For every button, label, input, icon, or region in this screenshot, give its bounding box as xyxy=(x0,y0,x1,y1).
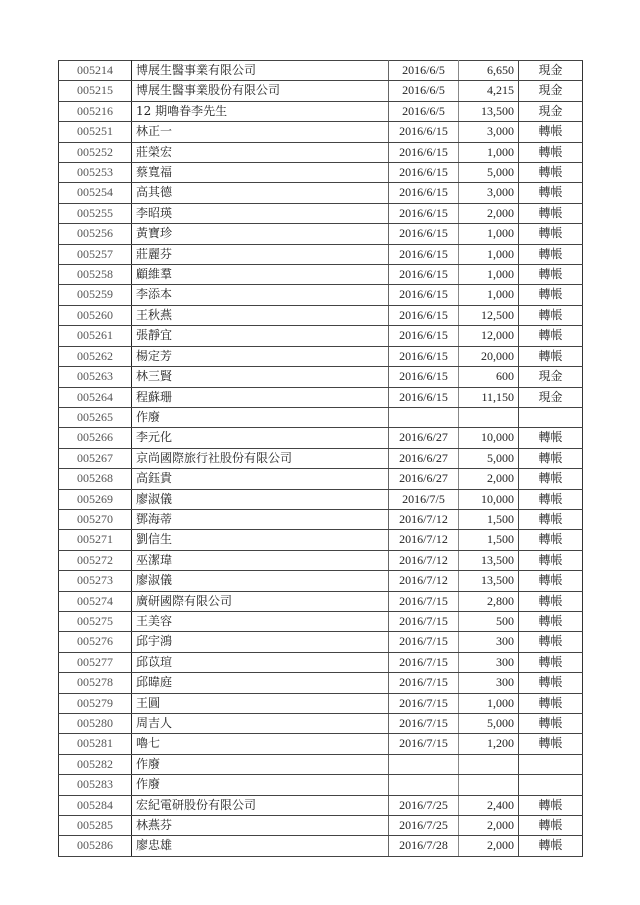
amount-cell: 500 xyxy=(459,611,519,631)
receipt-number-cell: 005263 xyxy=(59,367,132,387)
payer-name-cell: 巫潔瑋 xyxy=(132,550,389,570)
payment-method-cell: 轉帳 xyxy=(519,469,583,489)
payment-method-cell: 轉帳 xyxy=(519,305,583,325)
table-row xyxy=(59,795,583,815)
payer-name-cell: 林燕芬 xyxy=(132,816,389,836)
table-row xyxy=(59,285,583,305)
payer-name-cell: 黃寶珍 xyxy=(132,224,389,244)
receipt-number-cell: 005266 xyxy=(59,428,132,448)
amount-cell: 2,000 xyxy=(459,836,519,856)
table-row xyxy=(59,305,583,325)
payer-name-cell: 劉信生 xyxy=(132,530,389,550)
payment-method-cell: 轉帳 xyxy=(519,611,583,631)
payer-name-cell: 宏紀電研股份有限公司 xyxy=(132,795,389,815)
receipt-number-cell: 005286 xyxy=(59,836,132,856)
date-cell: 2016/6/15 xyxy=(389,183,459,203)
date-cell: 2016/6/15 xyxy=(389,244,459,264)
payer-name-cell: 張靜宜 xyxy=(132,326,389,346)
table-row xyxy=(59,428,583,448)
payer-name-cell: 李元化 xyxy=(132,428,389,448)
amount-cell xyxy=(459,407,519,427)
amount-cell: 300 xyxy=(459,673,519,693)
receipt-ledger-table xyxy=(58,60,583,857)
amount-cell: 300 xyxy=(459,632,519,652)
receipt-number-cell: 005273 xyxy=(59,571,132,591)
amount-cell: 5,000 xyxy=(459,163,519,183)
date-cell: 2016/6/27 xyxy=(389,428,459,448)
payment-method-cell xyxy=(519,407,583,427)
amount-cell: 1,500 xyxy=(459,509,519,529)
receipt-number-cell: 005278 xyxy=(59,673,132,693)
payment-method-cell: 轉帳 xyxy=(519,203,583,223)
table-row xyxy=(59,816,583,836)
payer-name-cell: 作廢 xyxy=(132,775,389,795)
amount-cell: 1,000 xyxy=(459,285,519,305)
table-row xyxy=(59,489,583,509)
receipt-number-cell: 005259 xyxy=(59,285,132,305)
date-cell: 2016/7/12 xyxy=(389,530,459,550)
table-row xyxy=(59,244,583,264)
payer-name-cell: 廖忠雄 xyxy=(132,836,389,856)
date-cell: 2016/7/12 xyxy=(389,509,459,529)
payer-name-cell: 京尚國際旅行社股份有限公司 xyxy=(132,448,389,468)
table-row xyxy=(59,632,583,652)
date-cell: 2016/7/15 xyxy=(389,714,459,734)
table-row xyxy=(59,265,583,285)
amount-cell: 2,800 xyxy=(459,591,519,611)
date-cell: 2016/7/12 xyxy=(389,550,459,570)
table-row xyxy=(59,550,583,570)
table-row xyxy=(59,693,583,713)
payer-name-cell: 李昭瑛 xyxy=(132,203,389,223)
receipt-number-cell: 005261 xyxy=(59,326,132,346)
payer-name-cell: 作廢 xyxy=(132,407,389,427)
amount-cell: 13,500 xyxy=(459,550,519,570)
receipt-number-cell: 005257 xyxy=(59,244,132,264)
date-cell: 2016/6/15 xyxy=(389,122,459,142)
date-cell: 2016/7/15 xyxy=(389,611,459,631)
receipt-number-cell: 005258 xyxy=(59,265,132,285)
payment-method-cell: 轉帳 xyxy=(519,816,583,836)
receipt-number-cell: 005268 xyxy=(59,469,132,489)
amount-cell: 2,000 xyxy=(459,203,519,223)
payment-method-cell: 轉帳 xyxy=(519,326,583,346)
payer-name-cell: 顧維羣 xyxy=(132,265,389,285)
date-cell: 2016/6/15 xyxy=(389,326,459,346)
date-cell xyxy=(389,407,459,427)
amount-cell xyxy=(459,754,519,774)
payer-name-cell: 莊榮宏 xyxy=(132,142,389,162)
table-row xyxy=(59,611,583,631)
date-cell: 2016/6/15 xyxy=(389,285,459,305)
date-cell: 2016/6/15 xyxy=(389,142,459,162)
payer-name-cell: 廖淑儀 xyxy=(132,489,389,509)
payment-method-cell: 現金 xyxy=(519,101,583,121)
table-row xyxy=(59,407,583,427)
date-cell: 2016/6/15 xyxy=(389,367,459,387)
table-row xyxy=(59,591,583,611)
table-row xyxy=(59,652,583,672)
payment-method-cell: 轉帳 xyxy=(519,734,583,754)
payment-method-cell: 轉帳 xyxy=(519,591,583,611)
receipt-number-cell: 005285 xyxy=(59,816,132,836)
payer-name-cell: 廖淑儀 xyxy=(132,571,389,591)
date-cell: 2016/7/25 xyxy=(389,795,459,815)
receipt-number-cell: 005279 xyxy=(59,693,132,713)
payer-name-cell: 作廢 xyxy=(132,754,389,774)
payment-method-cell: 轉帳 xyxy=(519,632,583,652)
table-row xyxy=(59,326,583,346)
payer-name-cell: 高其德 xyxy=(132,183,389,203)
amount-cell: 2,400 xyxy=(459,795,519,815)
payment-method-cell xyxy=(519,775,583,795)
payer-name-cell: 王圓 xyxy=(132,693,389,713)
table-row xyxy=(59,142,583,162)
date-cell: 2016/7/15 xyxy=(389,632,459,652)
payment-method-cell: 轉帳 xyxy=(519,836,583,856)
date-cell: 2016/7/15 xyxy=(389,591,459,611)
payment-method-cell: 轉帳 xyxy=(519,142,583,162)
receipt-number-cell: 005253 xyxy=(59,163,132,183)
table-row xyxy=(59,61,583,81)
date-cell: 2016/6/5 xyxy=(389,61,459,81)
payer-name-cell: 楊定芳 xyxy=(132,346,389,366)
receipt-number-cell: 005274 xyxy=(59,591,132,611)
date-cell: 2016/6/27 xyxy=(389,448,459,468)
receipt-number-cell: 005272 xyxy=(59,550,132,570)
payment-method-cell: 現金 xyxy=(519,61,583,81)
payer-name-cell: 博展生醫事業股份有限公司 xyxy=(132,81,389,101)
date-cell: 2016/7/15 xyxy=(389,734,459,754)
payment-method-cell: 轉帳 xyxy=(519,224,583,244)
amount-cell: 1,000 xyxy=(459,142,519,162)
payment-method-cell: 轉帳 xyxy=(519,448,583,468)
payer-name-cell: 12 期嚕眷李先生 xyxy=(132,101,389,121)
payer-name-cell: 嚕七 xyxy=(132,734,389,754)
receipt-number-cell: 005252 xyxy=(59,142,132,162)
table-row xyxy=(59,101,583,121)
amount-cell: 1,000 xyxy=(459,265,519,285)
receipt-number-cell: 005255 xyxy=(59,203,132,223)
date-cell: 2016/6/15 xyxy=(389,305,459,325)
payer-name-cell: 鄧海蒂 xyxy=(132,509,389,529)
table-row xyxy=(59,203,583,223)
amount-cell: 1,200 xyxy=(459,734,519,754)
payment-method-cell: 轉帳 xyxy=(519,795,583,815)
payer-name-cell: 莊麗芬 xyxy=(132,244,389,264)
table-row xyxy=(59,122,583,142)
amount-cell: 11,150 xyxy=(459,387,519,407)
date-cell xyxy=(389,754,459,774)
table-row xyxy=(59,509,583,529)
receipt-number-cell: 005276 xyxy=(59,632,132,652)
amount-cell: 10,000 xyxy=(459,489,519,509)
payment-method-cell: 轉帳 xyxy=(519,530,583,550)
date-cell: 2016/7/25 xyxy=(389,816,459,836)
amount-cell: 1,000 xyxy=(459,224,519,244)
receipt-number-cell: 005270 xyxy=(59,509,132,529)
table-row xyxy=(59,836,583,856)
amount-cell: 600 xyxy=(459,367,519,387)
receipt-number-cell: 005269 xyxy=(59,489,132,509)
date-cell: 2016/7/28 xyxy=(389,836,459,856)
amount-cell: 12,500 xyxy=(459,305,519,325)
date-cell xyxy=(389,775,459,795)
amount-cell: 5,000 xyxy=(459,448,519,468)
payer-name-cell: 邱苡瑄 xyxy=(132,652,389,672)
receipt-number-cell: 005262 xyxy=(59,346,132,366)
amount-cell: 3,000 xyxy=(459,183,519,203)
amount-cell: 12,000 xyxy=(459,326,519,346)
payment-method-cell: 轉帳 xyxy=(519,163,583,183)
payer-name-cell: 邱暐庭 xyxy=(132,673,389,693)
table-row xyxy=(59,183,583,203)
table-row xyxy=(59,673,583,693)
receipt-number-cell: 005216 xyxy=(59,101,132,121)
payment-method-cell: 轉帳 xyxy=(519,673,583,693)
payment-method-cell: 現金 xyxy=(519,387,583,407)
payment-method-cell: 現金 xyxy=(519,81,583,101)
receipt-number-cell: 005282 xyxy=(59,754,132,774)
receipt-number-cell: 005256 xyxy=(59,224,132,244)
table-row xyxy=(59,387,583,407)
receipt-number-cell: 005265 xyxy=(59,407,132,427)
payer-name-cell: 王美容 xyxy=(132,611,389,631)
table-row xyxy=(59,734,583,754)
payer-name-cell: 博展生醫事業有限公司 xyxy=(132,61,389,81)
amount-cell: 13,500 xyxy=(459,571,519,591)
date-cell: 2016/7/12 xyxy=(389,571,459,591)
payment-method-cell: 轉帳 xyxy=(519,183,583,203)
amount-cell: 13,500 xyxy=(459,101,519,121)
payment-method-cell: 轉帳 xyxy=(519,509,583,529)
payer-name-cell: 林三賢 xyxy=(132,367,389,387)
payment-method-cell: 轉帳 xyxy=(519,571,583,591)
payer-name-cell: 高鈺貴 xyxy=(132,469,389,489)
ledger-body xyxy=(59,61,583,857)
date-cell: 2016/7/15 xyxy=(389,652,459,672)
amount-cell: 4,215 xyxy=(459,81,519,101)
payment-method-cell: 轉帳 xyxy=(519,346,583,366)
amount-cell: 2,000 xyxy=(459,469,519,489)
date-cell: 2016/6/15 xyxy=(389,224,459,244)
receipt-number-cell: 005280 xyxy=(59,714,132,734)
payment-method-cell: 轉帳 xyxy=(519,714,583,734)
date-cell: 2016/6/15 xyxy=(389,387,459,407)
receipt-number-cell: 005271 xyxy=(59,530,132,550)
table-row xyxy=(59,163,583,183)
table-row xyxy=(59,224,583,244)
amount-cell: 1,000 xyxy=(459,244,519,264)
payer-name-cell: 林正一 xyxy=(132,122,389,142)
table-row xyxy=(59,448,583,468)
payment-method-cell: 轉帳 xyxy=(519,285,583,305)
receipt-number-cell: 005254 xyxy=(59,183,132,203)
date-cell: 2016/6/27 xyxy=(389,469,459,489)
payment-method-cell: 轉帳 xyxy=(519,550,583,570)
amount-cell: 20,000 xyxy=(459,346,519,366)
amount-cell: 2,000 xyxy=(459,816,519,836)
date-cell: 2016/6/5 xyxy=(389,101,459,121)
receipt-number-cell: 005281 xyxy=(59,734,132,754)
amount-cell xyxy=(459,775,519,795)
receipt-number-cell: 005215 xyxy=(59,81,132,101)
payment-method-cell: 轉帳 xyxy=(519,122,583,142)
receipt-number-cell: 005277 xyxy=(59,652,132,672)
payment-method-cell: 現金 xyxy=(519,367,583,387)
payer-name-cell: 李添本 xyxy=(132,285,389,305)
payment-method-cell: 轉帳 xyxy=(519,428,583,448)
table-row xyxy=(59,714,583,734)
payer-name-cell: 廣研國際有限公司 xyxy=(132,591,389,611)
date-cell: 2016/6/5 xyxy=(389,81,459,101)
receipt-number-cell: 005284 xyxy=(59,795,132,815)
payer-name-cell: 周吉人 xyxy=(132,714,389,734)
receipt-number-cell: 005267 xyxy=(59,448,132,468)
payer-name-cell: 蔡寬福 xyxy=(132,163,389,183)
date-cell: 2016/7/15 xyxy=(389,693,459,713)
date-cell: 2016/6/15 xyxy=(389,346,459,366)
date-cell: 2016/7/5 xyxy=(389,489,459,509)
receipt-number-cell: 005260 xyxy=(59,305,132,325)
receipt-number-cell: 005214 xyxy=(59,61,132,81)
payment-method-cell: 轉帳 xyxy=(519,693,583,713)
payer-name-cell: 邱宇鴻 xyxy=(132,632,389,652)
receipt-number-cell: 005275 xyxy=(59,611,132,631)
table-row xyxy=(59,469,583,489)
amount-cell: 3,000 xyxy=(459,122,519,142)
table-row xyxy=(59,754,583,774)
date-cell: 2016/6/15 xyxy=(389,203,459,223)
payment-method-cell: 轉帳 xyxy=(519,489,583,509)
payment-method-cell xyxy=(519,754,583,774)
receipt-number-cell: 005283 xyxy=(59,775,132,795)
table-row xyxy=(59,530,583,550)
payment-method-cell: 轉帳 xyxy=(519,244,583,264)
payer-name-cell: 王秋燕 xyxy=(132,305,389,325)
table-row xyxy=(59,346,583,366)
amount-cell: 10,000 xyxy=(459,428,519,448)
amount-cell: 1,500 xyxy=(459,530,519,550)
amount-cell: 6,650 xyxy=(459,61,519,81)
payer-name-cell: 程蘇珊 xyxy=(132,387,389,407)
table-row xyxy=(59,571,583,591)
date-cell: 2016/7/15 xyxy=(389,673,459,693)
payment-method-cell: 轉帳 xyxy=(519,265,583,285)
date-cell: 2016/6/15 xyxy=(389,265,459,285)
receipt-number-cell: 005264 xyxy=(59,387,132,407)
table-row xyxy=(59,367,583,387)
amount-cell: 300 xyxy=(459,652,519,672)
table-row xyxy=(59,775,583,795)
table-row xyxy=(59,81,583,101)
amount-cell: 1,000 xyxy=(459,693,519,713)
payment-method-cell: 轉帳 xyxy=(519,652,583,672)
date-cell: 2016/6/15 xyxy=(389,163,459,183)
receipt-number-cell: 005251 xyxy=(59,122,132,142)
amount-cell: 5,000 xyxy=(459,714,519,734)
